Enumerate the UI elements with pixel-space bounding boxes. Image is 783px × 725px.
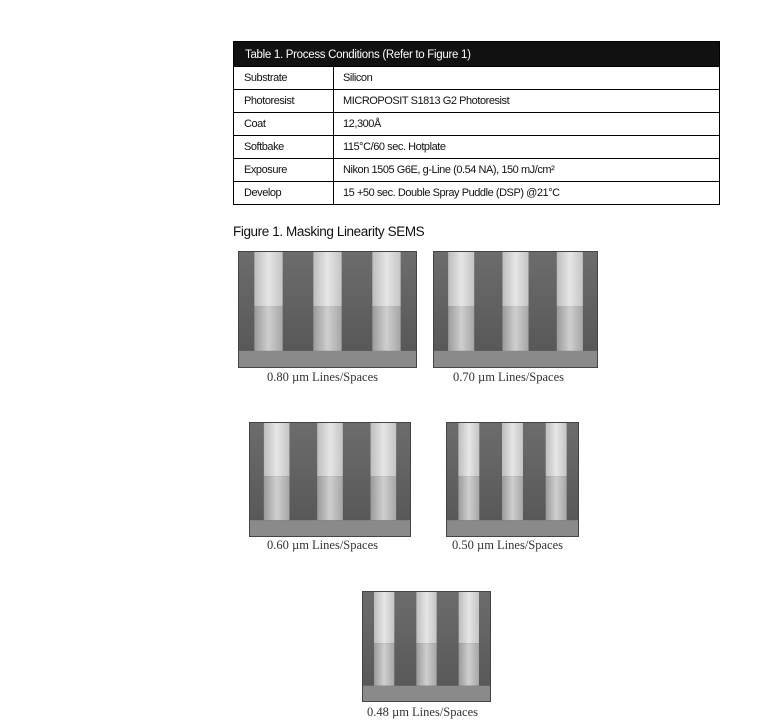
- resist-line: [317, 423, 343, 520]
- table-row: [234, 112, 719, 135]
- table-row: [234, 135, 719, 158]
- sem-caption: 0.70 µm Lines/Spaces: [453, 370, 565, 384]
- resist-line-sidewall: [371, 476, 397, 520]
- row-label: Softbake: [234, 136, 334, 158]
- resist-line-top: [264, 423, 290, 476]
- row-value: 15 +50 sec. Double Spray Puddle (DSP) @21°C: [343, 187, 560, 199]
- resist-line: [459, 592, 479, 686]
- resist-line-sidewall: [264, 476, 290, 520]
- resist-line: [264, 423, 290, 520]
- sem-image-060: [249, 422, 411, 537]
- sem-image-070: [433, 251, 598, 368]
- table-row: [234, 66, 719, 89]
- substrate: [447, 520, 578, 536]
- row-label: Exposure: [234, 159, 334, 181]
- table-row: [234, 158, 719, 181]
- resist-line: [254, 252, 282, 351]
- sem-image-050: [446, 422, 579, 537]
- row-label: Photoresist: [234, 90, 334, 112]
- resist-line-top: [317, 423, 343, 476]
- resist-line-top: [557, 252, 583, 306]
- substrate: [250, 520, 410, 536]
- resist-line-top: [416, 592, 436, 643]
- resist-line: [557, 252, 583, 351]
- row-value: 12,300Å: [343, 118, 381, 130]
- resist-line-sidewall: [317, 476, 343, 520]
- resist-line-sidewall: [372, 306, 400, 351]
- row-value: 115°C/60 sec. Hotplate: [343, 141, 446, 153]
- resist-line-top: [459, 592, 479, 643]
- resist-line-sidewall: [459, 643, 479, 686]
- substrate: [434, 351, 597, 367]
- resist-line: [372, 252, 400, 351]
- process-conditions-table: [233, 41, 720, 205]
- resist-line-top: [502, 252, 528, 306]
- resist-line-sidewall: [502, 306, 528, 351]
- sem-caption: 0.50 µm Lines/Spaces: [452, 538, 564, 552]
- substrate: [363, 686, 490, 701]
- resist-line: [546, 423, 567, 520]
- resist-line-sidewall: [313, 306, 341, 351]
- sem-caption: 0.48 µm Lines/Spaces: [367, 705, 479, 719]
- table-row: [234, 89, 719, 112]
- resist-line-top: [458, 423, 479, 476]
- resist-line-top: [374, 592, 394, 643]
- resist-line-top: [313, 252, 341, 306]
- resist-line: [374, 592, 394, 686]
- row-label: Coat: [234, 113, 334, 135]
- resist-line-top: [371, 423, 397, 476]
- sem-image-048: [362, 591, 491, 702]
- sem-caption: 0.80 µm Lines/Spaces: [267, 370, 379, 384]
- resist-line: [313, 252, 341, 351]
- sem-caption: 0.60 µm Lines/Spaces: [267, 538, 379, 552]
- resist-line-sidewall: [254, 306, 282, 351]
- resist-line-sidewall: [416, 643, 436, 686]
- table-row: [234, 181, 719, 204]
- resist-line-top: [546, 423, 567, 476]
- resist-line-top: [448, 252, 474, 306]
- resist-line: [458, 423, 479, 520]
- row-label: Develop: [234, 182, 334, 204]
- row-label: Substrate: [234, 67, 334, 89]
- sem-image-080: [238, 251, 417, 368]
- resist-line-top: [502, 423, 523, 476]
- resist-line-top: [372, 252, 400, 306]
- resist-line: [371, 423, 397, 520]
- resist-line: [416, 592, 436, 686]
- resist-line-sidewall: [502, 476, 523, 520]
- table-title: Table 1. Process Conditions (Refer to Figure 1): [234, 42, 719, 66]
- substrate: [239, 351, 416, 367]
- row-value: MICROPOSIT S1813 G2 Photoresist: [343, 95, 510, 107]
- resist-line-sidewall: [557, 306, 583, 351]
- row-value: Nikon 1505 G6E, g-Line (0.54 NA), 150 mJ/cm²: [343, 164, 555, 176]
- resist-line: [448, 252, 474, 351]
- resist-line-sidewall: [374, 643, 394, 686]
- row-value: Silicon: [343, 72, 373, 84]
- resist-line-sidewall: [458, 476, 479, 520]
- resist-line-top: [254, 252, 282, 306]
- figure-title: Figure 1. Masking Linearity SEMS: [233, 224, 425, 239]
- resist-line-sidewall: [448, 306, 474, 351]
- resist-line-sidewall: [546, 476, 567, 520]
- resist-line: [502, 423, 523, 520]
- resist-line: [502, 252, 528, 351]
